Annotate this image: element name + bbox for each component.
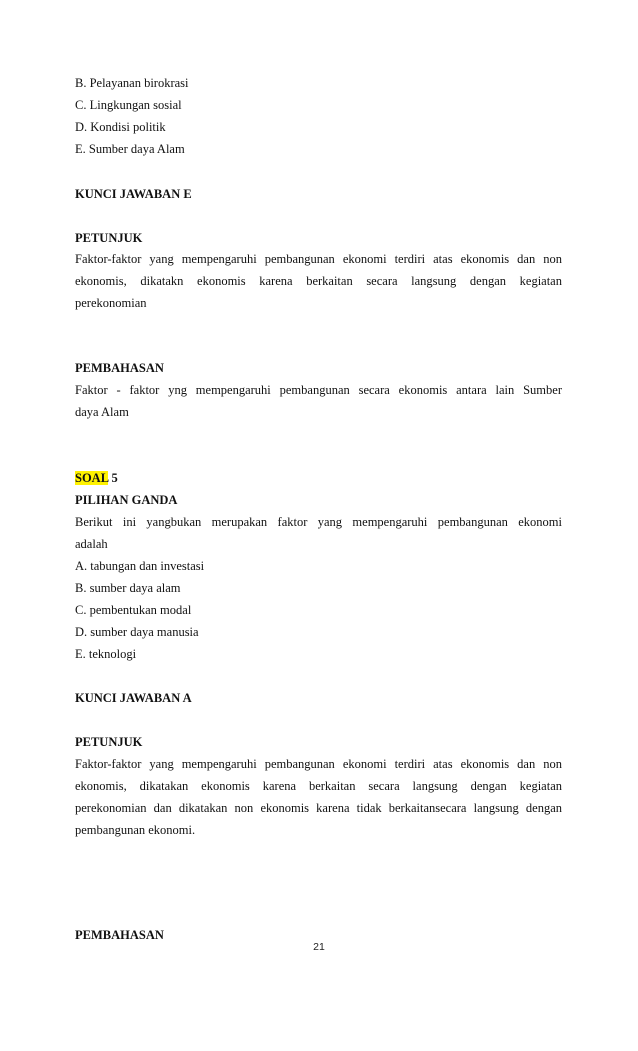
- option-c-prev: C. Lingkungan sosial: [75, 98, 182, 112]
- soal-label-highlight: SOAL: [75, 471, 109, 485]
- option-c: C. pembentukan modal: [75, 603, 192, 617]
- pembahasan-line-prev: daya Alam: [75, 405, 129, 419]
- soal-number: 5: [108, 471, 118, 485]
- page-number: 21: [313, 941, 325, 953]
- option-b: B. sumber daya alam: [75, 581, 181, 595]
- pembahasan-heading: PEMBAHASAN: [75, 928, 164, 942]
- option-e-prev: E. Sumber daya Alam: [75, 142, 185, 156]
- petunjuk-line-prev: perekonomian: [75, 296, 147, 310]
- petunjuk-line: Faktor-faktor yang mempengaruhi pembangunan ekonomi terdiri atas ekonomis dan non: [75, 757, 562, 771]
- question-line: adalah: [75, 537, 108, 551]
- option-b-prev: B. Pelayanan birokrasi: [75, 76, 189, 90]
- answer-key-prev: KUNCI JAWABAN E: [75, 187, 192, 201]
- option-a: A. tabungan dan investasi: [75, 559, 205, 573]
- option-d-prev: D. Kondisi politik: [75, 120, 166, 134]
- pembahasan-heading-prev: PEMBAHASAN: [75, 361, 164, 375]
- pembahasan-line-prev: Faktor - faktor yng mempengaruhi pembangunan secara ekonomis antara lain Sumber: [75, 383, 562, 397]
- petunjuk-line: perekonomian dan dikatakan non ekonomis karena tidak berkaitansecara langsung dengan: [75, 801, 562, 815]
- question-type: PILIHAN GANDA: [75, 493, 178, 507]
- answer-key: KUNCI JAWABAN A: [75, 691, 192, 705]
- petunjuk-heading-prev: PETUNJUK: [75, 231, 143, 245]
- petunjuk-line-prev: ekonomis, dikatakn ekonomis karena berkaitan secara langsung dengan kegiatan: [75, 274, 562, 288]
- petunjuk-line-prev: Faktor-faktor yang mempengaruhi pembangunan ekonomi terdiri atas ekonomis dan non: [75, 252, 562, 266]
- option-e: E. teknologi: [75, 647, 137, 661]
- question-line: Berikut ini yangbukan merupakan faktor yang mempengaruhi pembangunan ekonomi: [75, 515, 562, 529]
- petunjuk-heading: PETUNJUK: [75, 735, 143, 749]
- petunjuk-line: pembangunan ekonomi.: [75, 823, 196, 837]
- petunjuk-line: ekonomis, dikatakan ekonomis karena berkaitan secara langsung dengan kegiatan: [75, 779, 562, 793]
- soal-title: [75, 470, 562, 486]
- option-d: D. sumber daya manusia: [75, 625, 199, 639]
